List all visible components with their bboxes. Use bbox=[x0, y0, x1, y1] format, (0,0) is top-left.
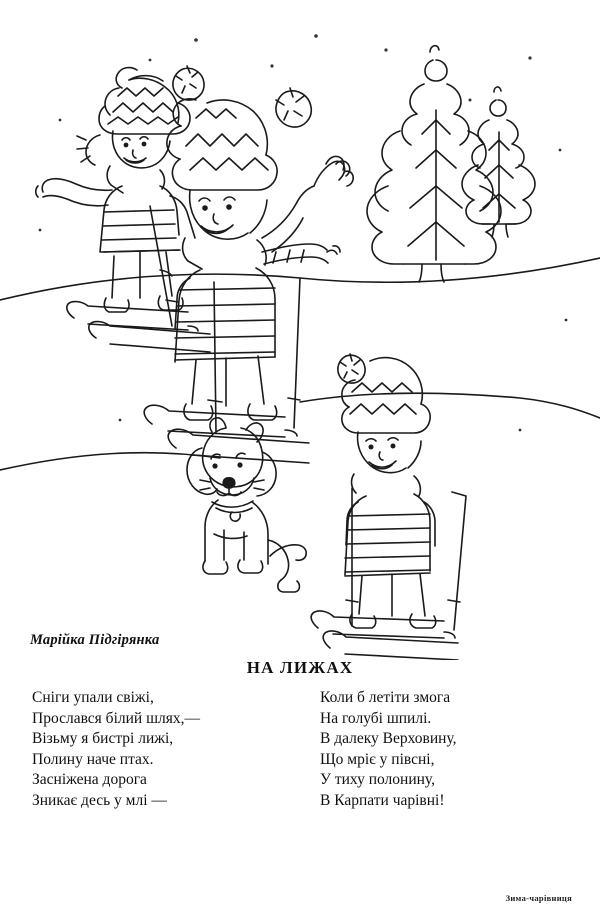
poem-line: У тиху полонину, bbox=[320, 771, 435, 788]
poem-stanza-right bbox=[320, 688, 580, 811]
poem-author: Марійка Підгірянка bbox=[30, 632, 160, 648]
fir-trees-icon bbox=[367, 46, 535, 282]
poem-line: Візьму я бистрі лижі, bbox=[32, 730, 174, 747]
small-boy-skier-figure bbox=[311, 354, 466, 660]
girl-skier-figure bbox=[36, 66, 210, 352]
poem-stanza-left bbox=[32, 688, 300, 811]
poem-line: Зникає десь у млі — bbox=[32, 791, 167, 809]
poem-line: Засніжена дорога bbox=[32, 771, 147, 788]
poem-line: Сніги упали свіжі, bbox=[32, 689, 154, 706]
poem-line: На голубі шпилі. bbox=[320, 709, 432, 727]
poem-title: НА ЛИЖАХ bbox=[246, 658, 354, 677]
page-footer: Зима-чарівниця bbox=[505, 893, 572, 903]
poem-line: Що мріє у півсні, bbox=[320, 750, 435, 768]
poem-line: Полину наче птах. bbox=[32, 750, 154, 768]
poem-line: Прослався білий шлях,— bbox=[32, 709, 201, 727]
puppy-figure bbox=[187, 418, 306, 592]
poem-line: Коли б летіти змога bbox=[320, 689, 451, 706]
poem-stanzas bbox=[0, 688, 600, 811]
poem-line: В далеку Верховину, bbox=[320, 730, 457, 747]
poem-line: В Карпати чарівні! bbox=[320, 791, 445, 809]
